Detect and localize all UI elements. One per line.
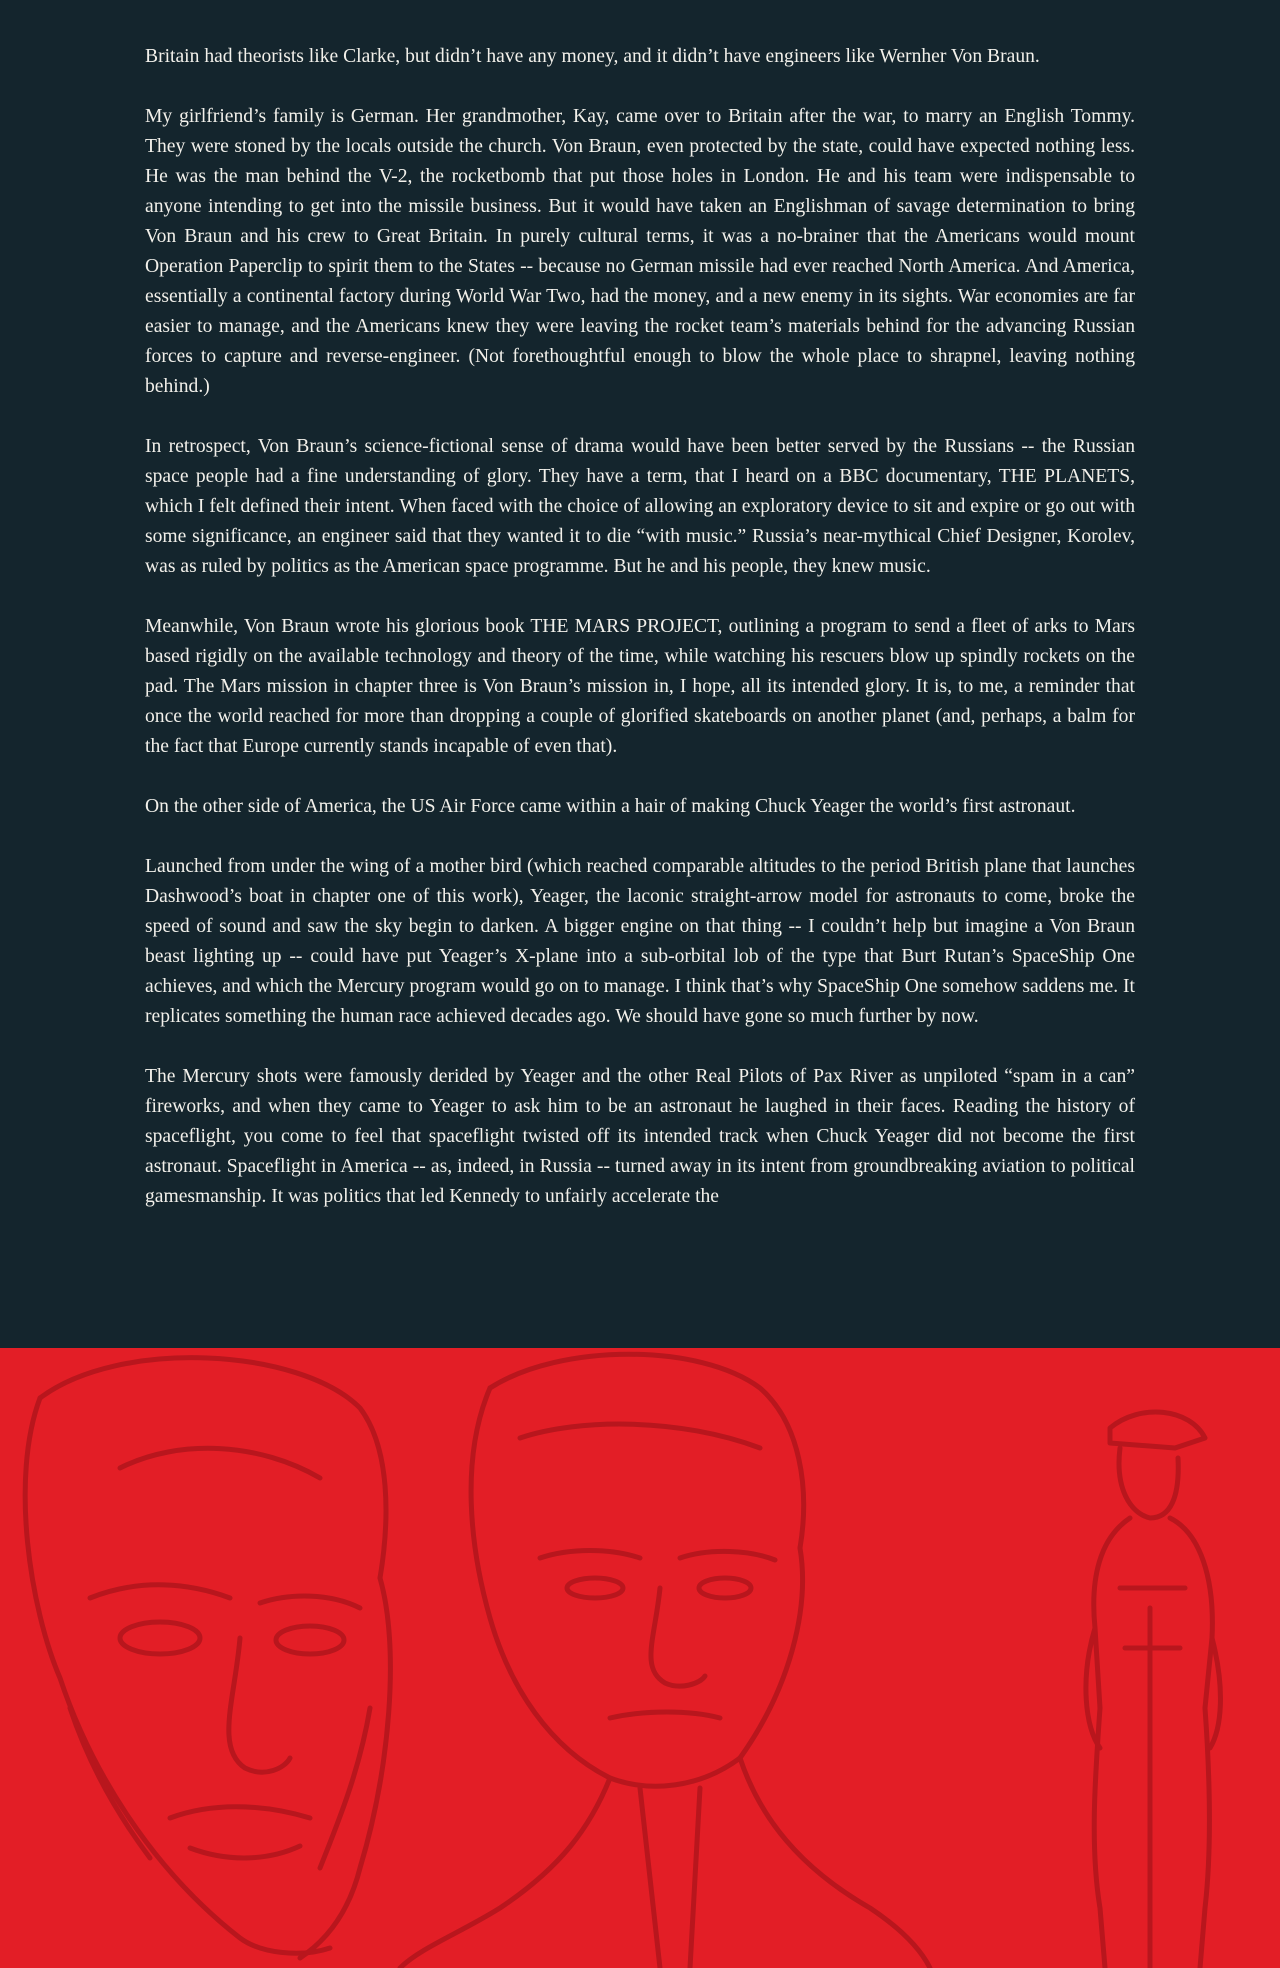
essay-paragraph: In retrospect, Von Braun’s science-fictional sense of drama would have been better served by the Russians -- the Russian space people had a fine understanding of glory. They have a term, that I heard on a BBC documentary, THE PLANETS, which I felt defined their intent. When faced with the choice of allowing an exploratory device to sit and expire or go out with some significance, an engineer said that they wanted it to die “with music.” Russia’s near-mythical Chief Designer, Korolev, was as ruled by politics as the American space programme. But he and his people, they knew music. xyxy=(145,436,1135,577)
right-standing-figure xyxy=(1086,1412,1221,1968)
essay-paragraph: My girlfriend’s family is German. Her grandmother, Kay, came over to Britain after the war, to marry an English Tommy. They were stoned by the locals outside the church. Von Braun, even protected by the state, could have expected nothing less. He was the man behind the V-2, the rocketbomb that put those holes in London. He and his team were indispensable to anyone intending to get into the missile business. But it would have taken an Englishman of savage determination to bring Von Braun and his crew to Great Britain. In purely cultural terms, it was a no-brainer that the Americans would mount Operation Paperclip to spirit them to the States -- because no German missile had ever reached North America. And America, essentially a continental factory during World War Two, had the money, and a new enemy in its sights. War economies are far easier to manage, and the Americans knew they were leaving the rocket team’s materials behind for the advancing Russian forces to capture and reverse-engineer. (Not forethoughtful enough to blow the whole place to shrapnel, leaving nothing behind.) xyxy=(145,106,1135,397)
essay-paragraph: Britain had theorists like Clarke, but didn’t have any money, and it didn’t have engineers like Wernher Von Braun. xyxy=(145,46,1040,67)
line-art-illustration xyxy=(0,1348,1280,1968)
essay-paragraph: Launched from under the wing of a mother bird (which reached comparable altitudes to the period British plane that launches Dashwood’s boat in chapter one of this work), Yeager, the laconic straight-arrow model for astronauts to come, broke the speed of sound and saw the sky begin to darken. A bigger engine on that thing -- I couldn’t help but imagine a Von Braun beast lighting up -- could have put Yeager’s X-plane into a sub-orbital lob of the type that Burt Rutan’s SpaceShip One achieves, and which the Mercury program would go on to manage. I think that’s why SpaceShip One somehow saddens me. It replicates something the human race achieved decades ago. We should have gone so much further by now. xyxy=(145,856,1135,1027)
essay-text-column xyxy=(145,42,1135,1242)
left-face-figure xyxy=(25,1358,390,1958)
middle-face-figure xyxy=(400,1354,930,1968)
illustration-panel xyxy=(0,1348,1280,1968)
essay-paragraph: Meanwhile, Von Braun wrote his glorious book THE MARS PROJECT, outlining a program to send a fleet of arks to Mars based rigidly on the available technology and theory of the time, while watching his rescuers blow up spindly rockets on the pad. The Mars mission in chapter three is Von Braun’s mission in, I hope, all its intended glory. It is, to me, a reminder that once the world reached for more than dropping a couple of glorified skateboards on another planet (and, perhaps, a balm for the fact that Europe currently stands incapable of even that). xyxy=(145,616,1135,757)
essay-paragraph: On the other side of America, the US Air Force came within a hair of making Chuck Yeager the world’s first astronaut. xyxy=(145,796,1076,817)
essay-paragraph: The Mercury shots were famously derided by Yeager and the other Real Pilots of Pax River as unpiloted “spam in a can” fireworks, and when they came to Yeager to ask him to be an astronaut he laughed in their faces. Reading the history of spaceflight, you come to feel that spaceflight twisted off its intended track when Chuck Yeager did not become the first astronaut. Spaceflight in America -- as, indeed, in Russia -- turned away in its intent from groundbreaking aviation to political gamesmanship. It was politics that led Kennedy to unfairly accelerate the xyxy=(145,1066,1135,1207)
